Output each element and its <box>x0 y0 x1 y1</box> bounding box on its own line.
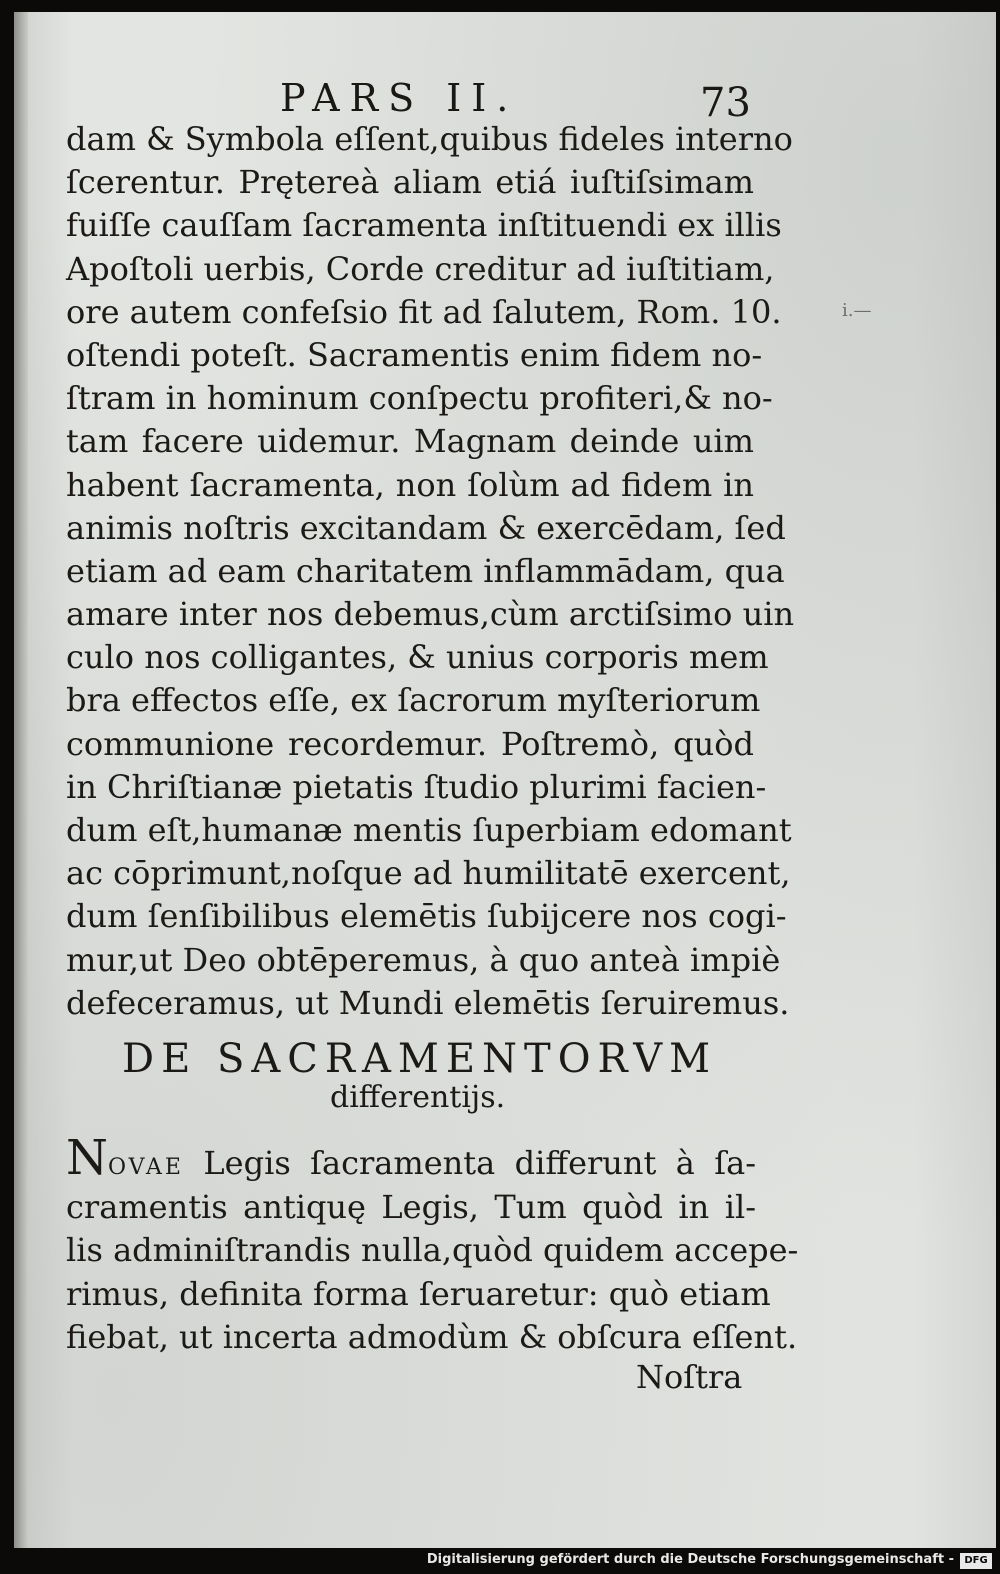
text-line: dum ſenſibilibus elemētis ſubijcere nos cogi- <box>66 897 787 936</box>
text-line: ore autem confeſsio fit ad ſalutem, Rom. 10. <box>66 292 782 331</box>
text-line: habent ſacramenta, non ſolùm ad fidem in <box>66 465 754 504</box>
text-line: animis noſtris excitandam & exercēdam, ſed <box>66 508 786 547</box>
text-line: dum eſt,humanæ mentis ſuperbiam edomant <box>66 811 792 849</box>
body-paragraph <box>66 118 795 1025</box>
second-paragraph <box>66 1130 799 1360</box>
footer-bar <box>0 1548 1000 1574</box>
page-gutter-shadow <box>14 12 28 1548</box>
page-number: 73 <box>700 80 751 126</box>
text-line: ſcerentur. Prętereà aliam etiá iuſtiſsimam <box>66 163 754 202</box>
text-line: oſtendi poteſt. Sacramentis enim fidem no- <box>66 335 763 374</box>
text-line: lis adminiſtrandis nulla,quòd quidem accepe- <box>66 1231 799 1269</box>
drop-cap: N <box>66 1130 108 1186</box>
text-line: mur,ut Deo obtēperemus, à quo anteà impiè <box>66 940 781 979</box>
text-line: bra effectos eſſe, ex ſacrorum myſteriorum <box>66 681 761 720</box>
text-line: fiebat, ut incerta admodùm & obſcura eſſent. <box>66 1318 798 1356</box>
text-line: in Chriſtianæ pietatis ſtudio plurimi facien- <box>66 767 767 806</box>
text-line: amare inter nos debemus,cùm arctiſsimo uin <box>66 595 795 634</box>
text-line: rimus, definita forma ſeruaretur: quò etiam <box>66 1274 771 1313</box>
small-caps-word: OVAE <box>108 1155 184 1180</box>
catchword: Noſtra <box>636 1358 743 1396</box>
text-line: defeceramus, ut Mundi elemētis ſeruiremus. <box>66 983 790 1022</box>
dfg-logo: DFG <box>960 1553 992 1569</box>
text-line: cramentis antiquę Legis, Tum quòd in il- <box>66 1187 756 1226</box>
margin-mark: i.— <box>842 300 872 321</box>
text-line: dam & Symbola eſſent,quibus fideles interno <box>66 120 793 158</box>
text-line: ſtram in hominum conſpectu profiteri,& no- <box>66 379 773 418</box>
first-line <box>66 1130 757 1186</box>
section-subtitle: differentijs. <box>330 1080 506 1115</box>
running-head: PARS II. <box>280 76 519 120</box>
text-line: communione recordemur. Poſtremò, quòd <box>66 724 754 763</box>
digitization-credit: Digitalisierung gefördert durch die Deutsche Forschungsgemeinschaft - <box>426 1552 954 1567</box>
text-line: etiam ad eam charitatem inflammādam, qua <box>66 551 785 590</box>
text-line: culo nos colligantes, & unius corporis mem <box>66 638 769 677</box>
text-line: fuiſſe cauſſam ſacramenta inſtituendi ex illis <box>66 206 782 245</box>
text-line: tam facere uidemur. Magnam deinde uim <box>66 422 754 461</box>
text-line: Apoſtoli uerbis, Corde creditur ad iuſtitiam, <box>66 249 775 288</box>
section-title: DE SACRAMENTORVM <box>122 1036 718 1082</box>
first-line-text: Legis ſacramenta differunt à ſa- <box>203 1144 757 1182</box>
text-line: ac cōprimunt,noſque ad humilitatē exercent, <box>66 854 791 893</box>
